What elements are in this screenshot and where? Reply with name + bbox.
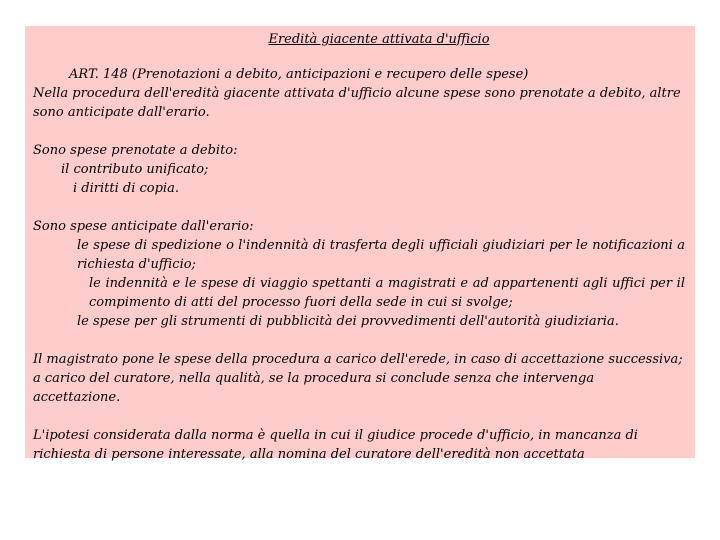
document-title: Eredità giacente attivata d'ufficio xyxy=(268,32,490,47)
article-heading: ART. 148 (Prenotazioni a debito, anticipazioni e recupero delle spese) xyxy=(69,67,529,82)
magistrato-paragraph: Il magistrato pone le spese della procedura a carico dell'erede, in caso di accettazione successiva; a carico del curatore, nella qualità, se la procedura si conclude senza che intervenga accettazione. xyxy=(33,352,683,405)
document-panel xyxy=(25,26,695,462)
prenotate-item: il contributo unificato; xyxy=(61,162,209,177)
ipotesi-paragraph: L'ipotesi considerata dalla norma è quella in cui il giudice procede d'ufficio, in mancanza di richiesta di persone interessate, alla nomina del curatore dell'eredità non accettata xyxy=(33,428,638,462)
anticipate-item: le spese di spedizione o l'indennità di trasferta degli ufficiali giudiziari per le notificazioni a richiesta d'ufficio; xyxy=(77,238,685,272)
anticipate-heading: Sono spese anticipate dall'erario: xyxy=(33,219,254,234)
intro-paragraph: Nella procedura dell'eredità giacente attivata d'ufficio alcune spese sono prenotate a debito, altre sono anticipate dall'erario. xyxy=(33,86,681,120)
anticipate-list xyxy=(69,236,685,331)
prenotate-item: i diritti di copia. xyxy=(73,181,179,196)
anticipate-item: le indennità e le spese di viaggio spettanti a magistrati e ad appartenenti agli uffici per il compimento di atti del processo fuori della sede in cui si svolge; xyxy=(89,276,685,310)
prenotate-heading: Sono spese prenotate a debito: xyxy=(33,143,238,158)
anticipate-item: le spese per gli strumenti di pubblicità dei provvedimenti dell'autorità giudiziaria. xyxy=(77,314,619,329)
